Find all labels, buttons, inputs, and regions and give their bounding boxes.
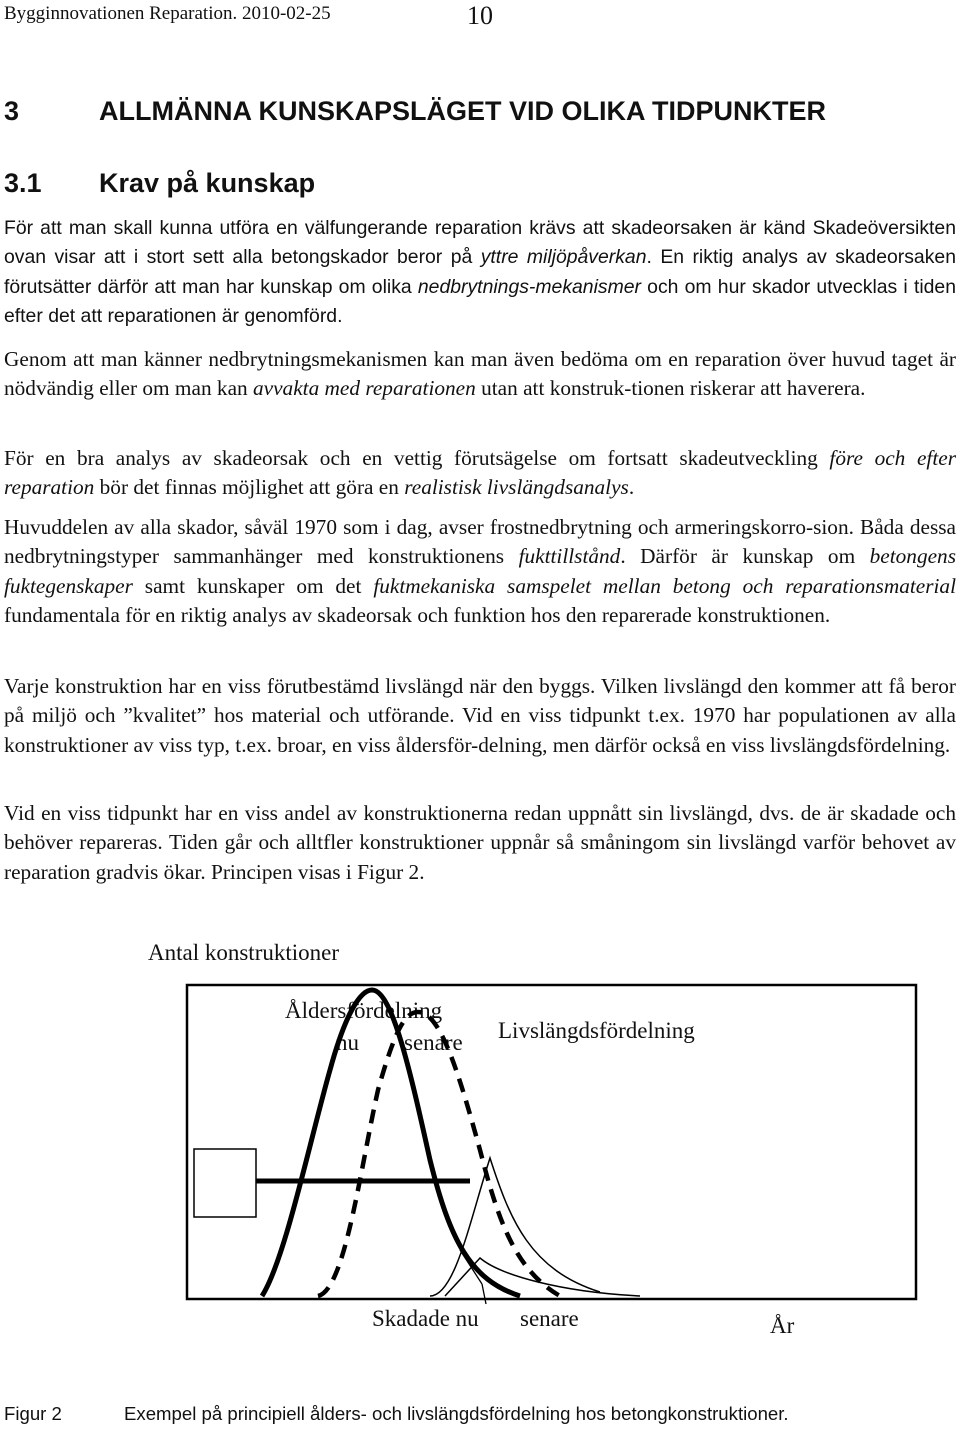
emphasis: yttre miljöpåverkan: [480, 246, 647, 269]
paragraph-3: [4, 444, 956, 503]
age-distribution-label: Åldersfördelning: [285, 998, 443, 1023]
now-label: nu: [336, 1030, 359, 1055]
page-number: 10: [467, 1, 493, 30]
emphasis: realistisk livslängdsanalys: [404, 475, 629, 500]
caption-text: Exempel på principiell ålders- och livslängdsfördelning hos betongkonstruktioner.: [124, 1403, 789, 1424]
section-number: 3.1: [4, 168, 42, 198]
text-run: .: [628, 475, 635, 500]
caption-number: Figur 2: [4, 1403, 62, 1424]
damaged-later-label: senare: [520, 1306, 579, 1331]
damaged-now-label: Skadade nu: [372, 1306, 479, 1331]
year-label: År: [770, 1313, 795, 1338]
running-header: Bygginnovationen Reparation. 2010-02-25: [4, 3, 331, 24]
age-distribution-now-curve: [262, 990, 520, 1296]
text-run: utan att konstruk-tionen riskerar att haverera.: [475, 376, 866, 401]
emphasis: betongens fuktegenskaper: [4, 544, 956, 598]
damaged-now-pointer-tail: [482, 1284, 486, 1304]
paragraph-4: [4, 513, 956, 630]
later-label: senare: [404, 1030, 463, 1055]
damaged-now-pointer: [460, 1250, 482, 1284]
text-run: bör det finnas möjlighet att göra en: [94, 475, 405, 500]
chapter-heading: [4, 96, 826, 127]
text-run: För en bra analys av skadeorsak och en vettig förutsägelse om fortsatt skadeutveckling: [4, 446, 830, 470]
section-title: Krav på kunskap: [99, 168, 316, 198]
emphasis: nedbrytnings-mekanismer: [417, 275, 641, 298]
figure-2-diagram: [0, 920, 960, 1390]
text-run: . En riktig analys av skadeorsaken förutsätter därför att man har kunskap om olika: [4, 246, 956, 298]
text-run: samt kunskaper om det: [132, 573, 374, 598]
section-heading: [4, 168, 315, 199]
emphasis: före och efter reparation: [4, 446, 956, 500]
paragraph-5: Varje konstruktion har en viss förutbestämd livslängd när den byggs. Vilken livslängd den kommer att få beror på miljö och ”kvalitet” hos material och utförande. Vid en viss tidpunkt t.ex. 1970 har populationen av alla konstruktioner av viss typ, t.ex. broar, en viss åldersför-delning, men därför också en viss livslängdsfördelning.: [4, 674, 956, 757]
y-axis-label: Antal konstruktioner: [148, 940, 339, 965]
paragraph-2: [4, 345, 956, 404]
text-run: fundamentala för en riktig analys av skadeorsak och funktion hos den reparerade konstruktionen.: [4, 602, 831, 627]
text-run: Huvuddelen av alla skador, såväl 1970 som i dag, avser frostnedbrytning och armeringskorro-sion. Båda dessa nedbrytningstyper sammanhänger med konstruktionens: [4, 515, 956, 569]
time-axis-box: [194, 1149, 256, 1217]
chapter-number: 3: [4, 96, 20, 126]
text-run: För att man skall kunna utföra en välfungerande reparation krävs att skadeorsaken är känd Skadeöversikten ovan visar att i stort sett alla betongskador beror på: [4, 217, 956, 269]
paragraph-6: Vid en viss tidpunkt har en viss andel av konstruktionerna redan uppnått sin livslängd, dvs. de är skadade och behöver repareras. Tiden går och alltfler konstruktioner uppnår så småningom sin livslängd varför behovet av reparation gradvis ökar. Principen visas i Figur 2.: [4, 801, 956, 884]
life-distribution-now-curve: [445, 1258, 640, 1296]
life-distribution-label: Livslängdsfördelning: [498, 1018, 695, 1043]
text-run: och om hur skador utvecklas i tiden efter det att reparationen är genomförd.: [4, 275, 956, 327]
text-run: Genom att man känner nedbrytningsmekanismen kan man även bedöma om en reparation över huvud taget är nödvändig eller om man kan: [4, 347, 956, 401]
chapter-title: ALLMÄNNA KUNSKAPSLÄGET VID OLIKA TIDPUNKTER: [99, 96, 826, 126]
figure-caption: [4, 1403, 789, 1425]
text-run: . Därför är kunskap om: [620, 544, 870, 569]
emphasis: fuktmekaniska samspelet mellan betong och reparationsmaterial: [373, 573, 956, 598]
emphasis: fukttillstånd: [518, 544, 621, 569]
paragraph-1: [4, 214, 956, 331]
emphasis: avvakta med reparationen: [253, 376, 476, 401]
